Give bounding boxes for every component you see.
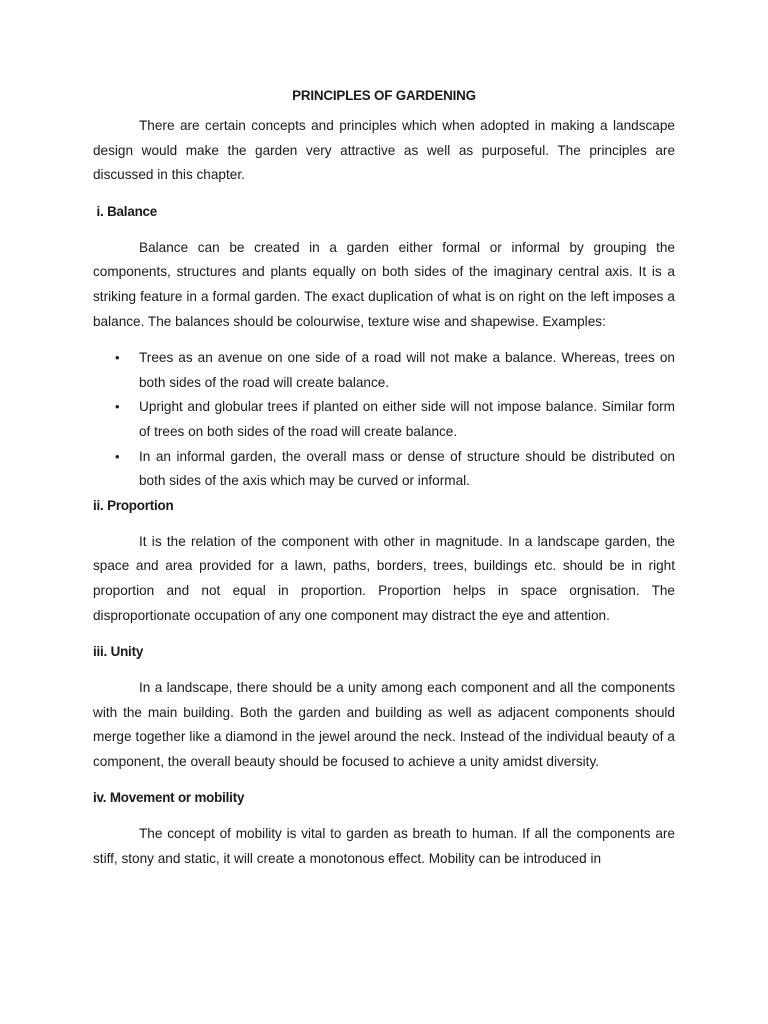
balance-examples-list: [93, 346, 675, 494]
intro-paragraph: There are certain concepts and principles which when adopted in making a landscape design would make the garden very attractive as well as purposeful. The principles are discussed in this chapter.: [93, 118, 675, 183]
document-title: PRINCIPLES OF GARDENING: [292, 88, 476, 103]
section-heading-movement: iv. Movement or mobility: [93, 790, 245, 806]
bullet-icon: •: [115, 399, 120, 415]
section-paragraph-balance: Balance can be created in a garden either formal or informal by grouping the components, structures and plants equally on both sides of the imaginary central axis. It is a striking feature in a formal garden. The exact duplication of what is on right on the left imposes a balance. The balances should be colourwise, texture wise and shapewise. Examples:: [93, 239, 675, 329]
section-heading-unity: iii. Unity: [93, 644, 144, 660]
list-item: [93, 395, 675, 444]
list-item: [93, 346, 675, 395]
section-paragraph-unity: In a landscape, there should be a unity among each component and all the components with the main building. Both the garden and building as well as adjacent components should merge together like a diamond in the jewel around the neck. Instead of the individual beauty of a component, the overall beauty should be focused to achieve a unity amidst diversity.: [93, 680, 675, 769]
bullet-icon: •: [115, 350, 120, 366]
section-paragraph-movement: The concept of mobility is vital to garden as breath to human. If all the components are stiff, stony and static, it will create a monotonous effect. Mobility can be introduced in: [93, 826, 675, 867]
section-heading-proportion: ii. Proportion: [93, 497, 174, 513]
list-item-text: In an informal garden, the overall mass or dense of structure should be distributed on both sides of the axis which may be curved or informal.: [139, 448, 675, 489]
list-item-text: Upright and globular trees if planted on either side will not impose balance. Similar form of trees on both sides of the road will create balance.: [139, 399, 675, 439]
document-page: [93, 87, 675, 872]
list-item-text: Trees as an avenue on one side of a road will not make a balance. Whereas, trees on both sides of the road will create balance.: [139, 350, 675, 390]
section-heading-balance: i. Balance: [93, 203, 158, 219]
bullet-icon: •: [115, 448, 120, 464]
section-paragraph-proportion: It is the relation of the component with other in magnitude. In a landscape garden, the space and area provided for a lawn, paths, borders, trees, buildings etc. should be in right proportion and not equal in proportion. Proportion helps in space orgnisation. The disproportionate occupation of any one component may distract the eye and attention.: [93, 533, 675, 623]
list-item: [93, 445, 675, 494]
